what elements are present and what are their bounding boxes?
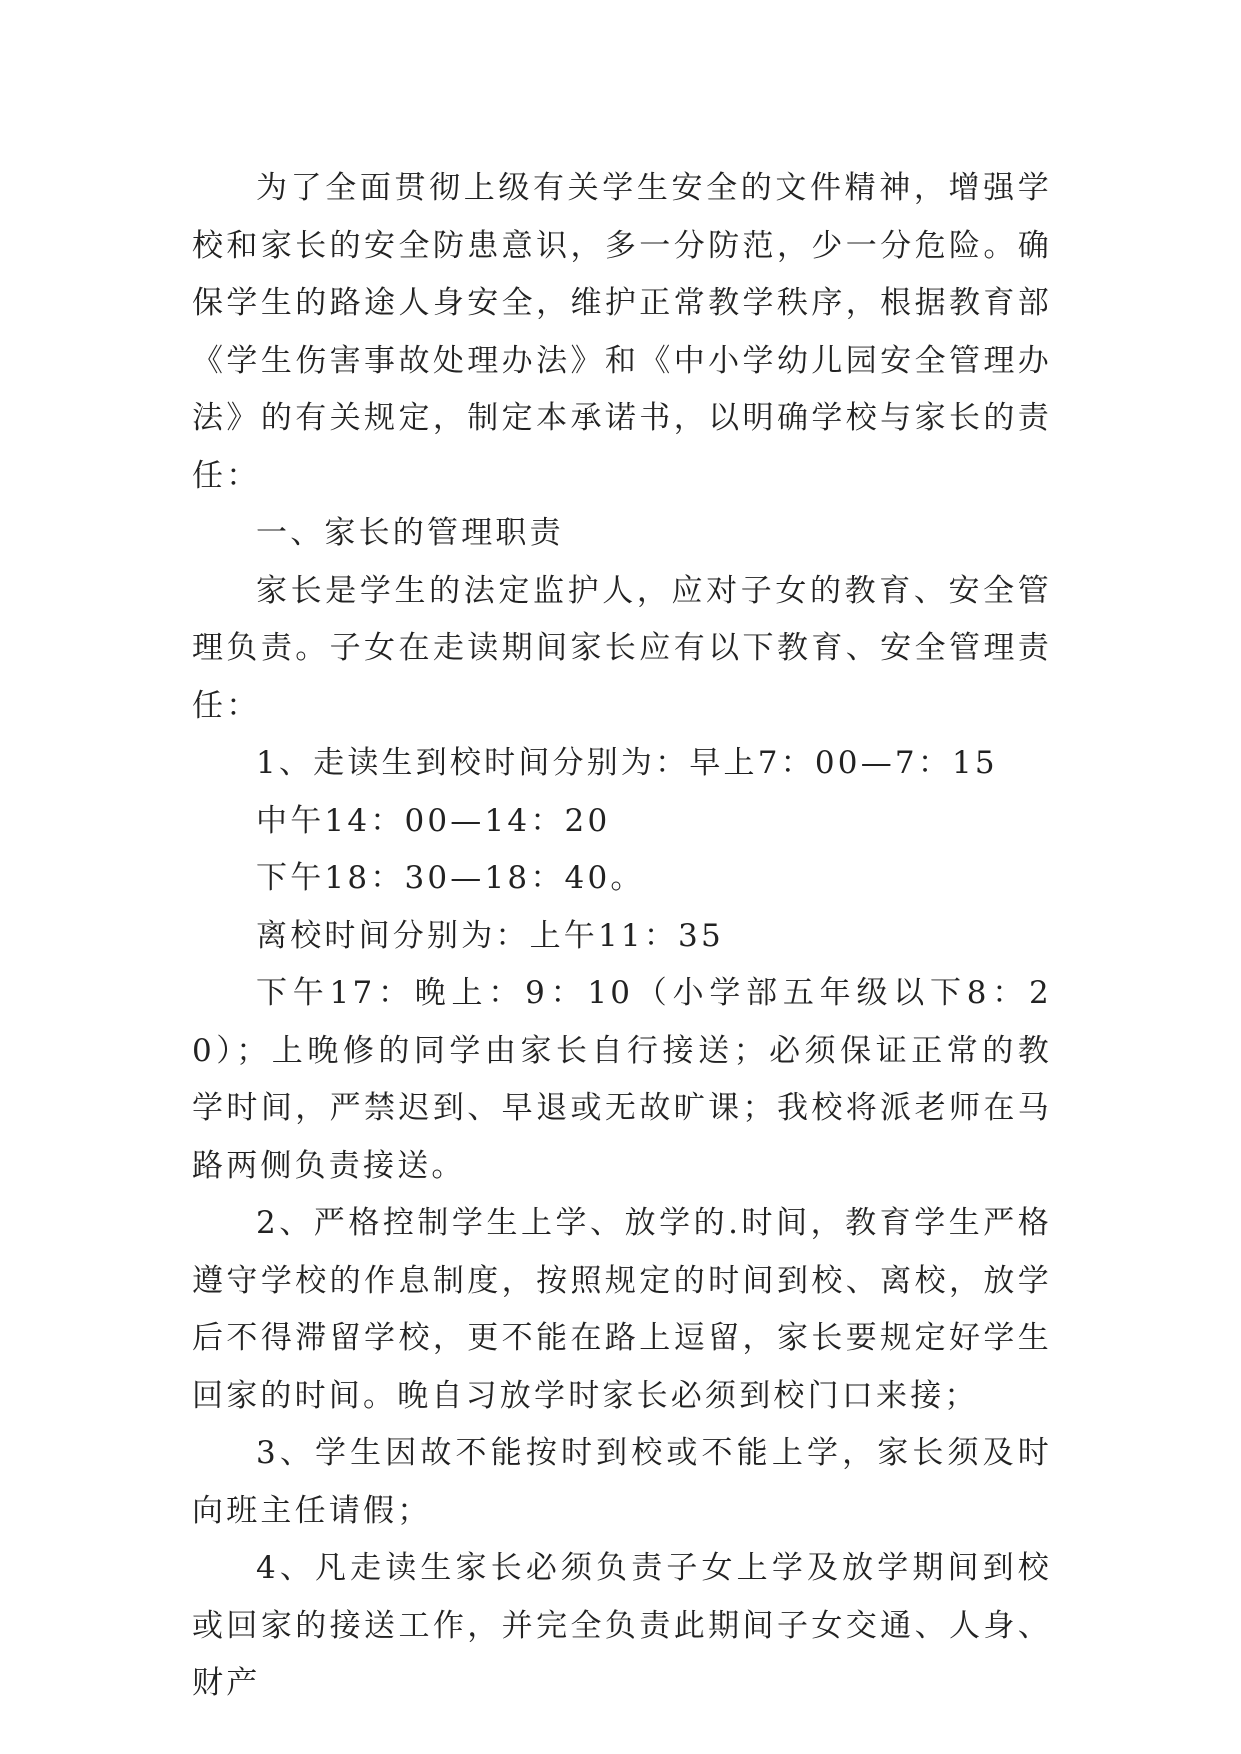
item-4-paragraph: 4、凡走读生家长必须负责子女上学及放学期间到校或回家的接送工作，并完全负责此期间子女交通、人身、财产: [192, 1550, 1052, 1701]
item-3-paragraph: 3、学生因故不能按时到校或不能上学，家长须及时向班主任请假；: [192, 1435, 1052, 1529]
item-2-paragraph: 2、严格控制学生上学、放学的.时间，教育学生严格遵守学校的作息制度，按照规定的时间到校、离校，放学后不得滞留学校，更不能在路上逗留，家长要规定好学生回家的时间。晚自习放学时家长必须到校门口来接；: [192, 1205, 1052, 1414]
departure-time: 离校时间分别为：上午11：35: [256, 917, 724, 954]
arrival-time-noon: 中午14：00—14：20: [256, 802, 611, 839]
evening-schedule-paragraph: 下午17：晚上：9：10（小学部五年级以下8：20）；上晚修的同学由家长自行接送；必须保证正常的教学时间，严禁迟到、早退或无故旷课；我校将派老师在马路两侧负责接送。: [192, 975, 1052, 1184]
guardian-duty-paragraph: 家长是学生的法定监护人，应对子女的教育、安全管理负责。子女在走读期间家长应有以下教育、安全管理责任：: [192, 572, 1052, 724]
arrival-time-afternoon: 下午18：30—18：40。: [256, 860, 645, 896]
arrival-time-morning: 1、走读生到校时间分别为：早上7：00—7：15: [256, 745, 998, 781]
document-body: [192, 160, 1052, 1713]
intro-paragraph: 为了全面贯彻上级有关学生安全的文件精神，增强学校和家长的安全防患意识，多一分防范，少一分危险。确保学生的路途人身安全，维护正常教学秩序，根据教育部《学生伤害事故处理办法》和《中小学幼儿园安全管理办法》的有关规定，制定本承诺书，以明确学校与家长的责任：: [192, 170, 1052, 494]
section-heading: 一、家长的管理职责: [256, 515, 564, 551]
